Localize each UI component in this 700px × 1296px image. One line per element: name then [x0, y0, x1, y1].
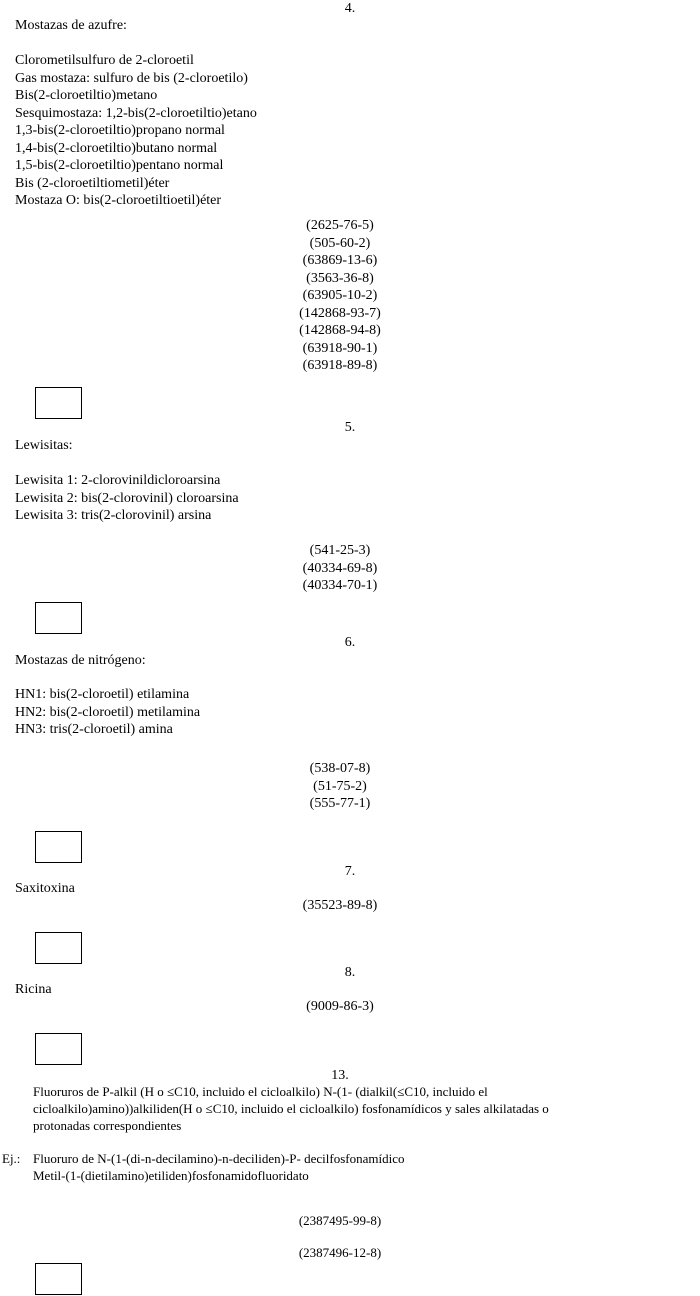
example-label: Ej.: [2, 1151, 21, 1166]
checkbox-section-8[interactable] [35, 1033, 82, 1065]
cas-number: (142868-93-7) [299, 305, 381, 321]
list-item: HN3: tris(2-cloroetil) amina [15, 722, 173, 737]
checkbox-section-6[interactable] [35, 831, 82, 863]
cas-number: (63918-90-1) [302, 340, 378, 356]
checkbox-section-4[interactable] [35, 387, 82, 419]
section-number-6: 6. [344, 635, 356, 650]
cas-number: (555-77-1) [309, 796, 371, 811]
list-item: Lewisita 1: 2-clorovinildicloroarsina [15, 473, 221, 488]
description-line: protonadas correspondientes [33, 1118, 182, 1133]
section-number-7: 7. [344, 864, 356, 879]
cas-number: (3563-36-8) [306, 270, 374, 286]
section-heading-4: Mostazas de azufre: [15, 18, 127, 33]
checkbox-section-13[interactable] [35, 1263, 82, 1295]
section-number-4: 4. [344, 1, 356, 16]
list-item: Lewisita 3: tris(2-clorovinil) arsina [15, 508, 212, 523]
cas-number: (63869-13-6) [302, 253, 378, 268]
section-number-8: 8. [344, 965, 356, 980]
list-item: 1,3-bis(2-cloroetiltio)propano normal [15, 123, 225, 138]
section-number-5: 5. [344, 420, 356, 435]
list-item: Clorometilsulfuro de 2-cloroetil [15, 53, 194, 68]
cas-number: (63918-89-8) [302, 358, 378, 373]
cas-number: (51-75-2) [313, 778, 367, 794]
list-item: Mostaza O: bis(2-cloroetiltioetil)éter [15, 193, 222, 208]
list-item: 1,4-bis(2-cloroetiltio)butano normal [15, 140, 218, 156]
list-item: Lewisita 2: bis(2-clorovinil) cloroarsina [15, 490, 239, 506]
section-number-13: 13. [331, 1068, 349, 1083]
list-item: Bis(2-cloroetiltio)metano [15, 88, 158, 103]
list-item: HN1: bis(2-cloroetil) etilamina [15, 687, 190, 702]
checkbox-section-7[interactable] [35, 932, 82, 964]
cas-number: (63905-10-2) [302, 288, 378, 303]
cas-number: (9009-86-3) [306, 999, 374, 1014]
cas-number: (2387495-99-8) [298, 1213, 382, 1228]
example-item: Fluoruro de N-(1-(di-n-decilamino)-n-deciliden)-P- decilfosfonamídico [33, 1151, 405, 1166]
cas-number: (2387496-12-8) [298, 1245, 382, 1260]
list-item: HN2: bis(2-cloroetil) metilamina [15, 704, 201, 720]
section-heading-6: Mostazas de nitrógeno: [15, 653, 146, 668]
list-item: Bis (2-cloroetiltiometil)éter [15, 175, 170, 191]
cas-number: (35523-89-8) [302, 898, 378, 913]
cas-number: (40334-69-8) [302, 560, 378, 576]
cas-number: (40334-70-1) [302, 578, 378, 593]
description-line: Fluoruros de P-alkil (H o ≤C10, incluido el cicloalkilo) N-(1- (dialkil(≤C10, incluido el [33, 1084, 488, 1099]
cas-number: (538-07-8) [309, 761, 371, 776]
example-item: Metil-(1-(dietilamino)etiliden)fosfonamidofluoridato [33, 1168, 309, 1183]
cas-number: (541-25-3) [309, 543, 371, 558]
list-item: Gas mostaza: sulfuro de bis (2-cloroetilo) [15, 70, 248, 86]
cas-number: (142868-94-8) [299, 323, 381, 338]
cas-number: (2625-76-5) [306, 218, 374, 233]
list-item: 1,5-bis(2-cloroetiltio)pentano normal [15, 158, 224, 173]
list-item: Sesquimostaza: 1,2-bis(2-cloroetiltio)etano [15, 105, 257, 121]
description-line: cicloalkilo)amino))alkiliden(H o ≤C10, incluido el cicloalkilo) fosfonamídicos y sales alkilatadas o [33, 1101, 549, 1116]
section-heading-5: Lewisitas: [15, 438, 73, 453]
cas-number: (505-60-2) [309, 235, 371, 251]
section-heading-8: Ricina [15, 982, 52, 997]
checkbox-section-5[interactable] [35, 602, 82, 634]
section-heading-7: Saxitoxina [15, 881, 75, 896]
